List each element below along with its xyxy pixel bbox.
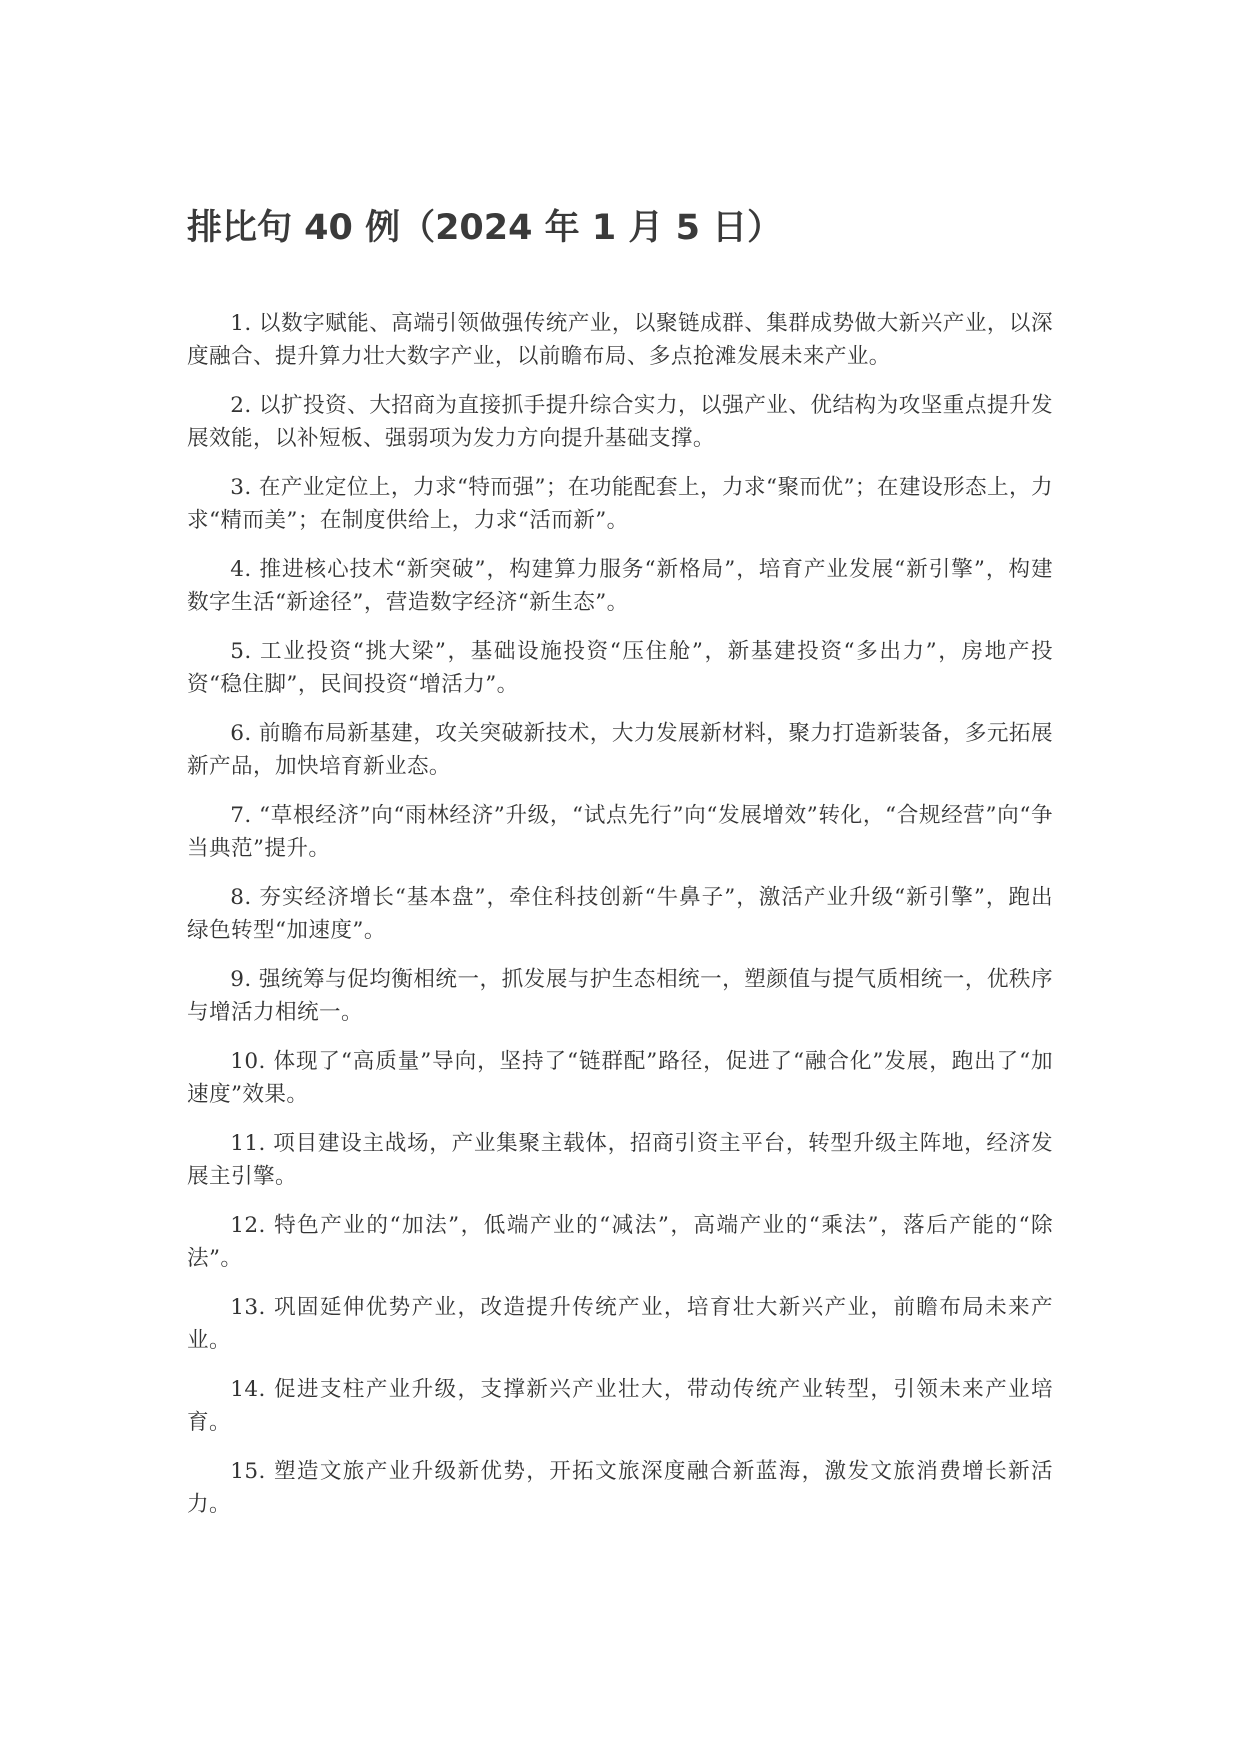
- list-item: 7. “草根经济”向“雨林经济”升级，“试点先行”向“发展增效”转化，“合规经营”向“争当典范”提升。: [187, 803, 1053, 861]
- list-item: 15. 塑造文旅产业升级新优势，开拓文旅深度融合新蓝海，激发文旅消费增长新活力。: [187, 1459, 1053, 1517]
- list-item: 9. 强统筹与促均衡相统一，抓发展与护生态相统一，塑颜值与提气质相统一，优秩序与增活力相统一。: [187, 967, 1053, 1025]
- list-item: 6. 前瞻布局新基建，攻关突破新技术，大力发展新材料，聚力打造新装备，多元拓展新产品，加快培育新业态。: [187, 721, 1053, 779]
- list-item: 3. 在产业定位上，力求“特而强”；在功能配套上，力求“聚而优”；在建设形态上，力求“精而美”；在制度供给上，力求“活而新”。: [187, 475, 1053, 533]
- list-item: 12. 特色产业的“加法”，低端产业的“减法”，高端产业的“乘法”，落后产能的“除法”。: [187, 1213, 1053, 1271]
- list-item: 14. 促进支柱产业升级，支撑新兴产业壮大，带动传统产业转型，引领未来产业培育。: [187, 1377, 1053, 1435]
- list-item: 2. 以扩投资、大招商为直接抓手提升综合实力，以强产业、优结构为攻坚重点提升发展效能，以补短板、强弱项为发力方向提升基础支撑。: [187, 393, 1053, 451]
- item-list: [187, 307, 1053, 1537]
- list-item: 10. 体现了“高质量”导向，坚持了“链群配”路径，促进了“融合化”发展，跑出了“加速度”效果。: [187, 1049, 1053, 1107]
- list-item: 8. 夯实经济增长“基本盘”，牵住科技创新“牛鼻子”，激活产业升级“新引擎”，跑出绿色转型“加速度”。: [187, 885, 1053, 943]
- list-item: 5. 工业投资“挑大梁”，基础设施投资“压住舱”，新基建投资“多出力”，房地产投资“稳住脚”，民间投资“增活力”。: [187, 639, 1053, 697]
- list-item: 11. 项目建设主战场，产业集聚主载体，招商引资主平台，转型升级主阵地，经济发展主引擎。: [187, 1131, 1053, 1189]
- list-item: 4. 推进核心技术“新突破”，构建算力服务“新格局”，培育产业发展“新引擎”，构建数字生活“新途径”，营造数字经济“新生态”。: [187, 557, 1053, 615]
- list-item: 1. 以数字赋能、高端引领做强传统产业，以聚链成群、集群成势做大新兴产业，以深度融合、提升算力壮大数字产业，以前瞻布局、多点抢滩发展未来产业。: [187, 311, 1053, 369]
- page-title: 排比句 40 例（2024 年 1 月 5 日）: [187, 208, 783, 248]
- list-item: 13. 巩固延伸优势产业，改造提升传统产业，培育壮大新兴产业，前瞻布局未来产业。: [187, 1295, 1053, 1353]
